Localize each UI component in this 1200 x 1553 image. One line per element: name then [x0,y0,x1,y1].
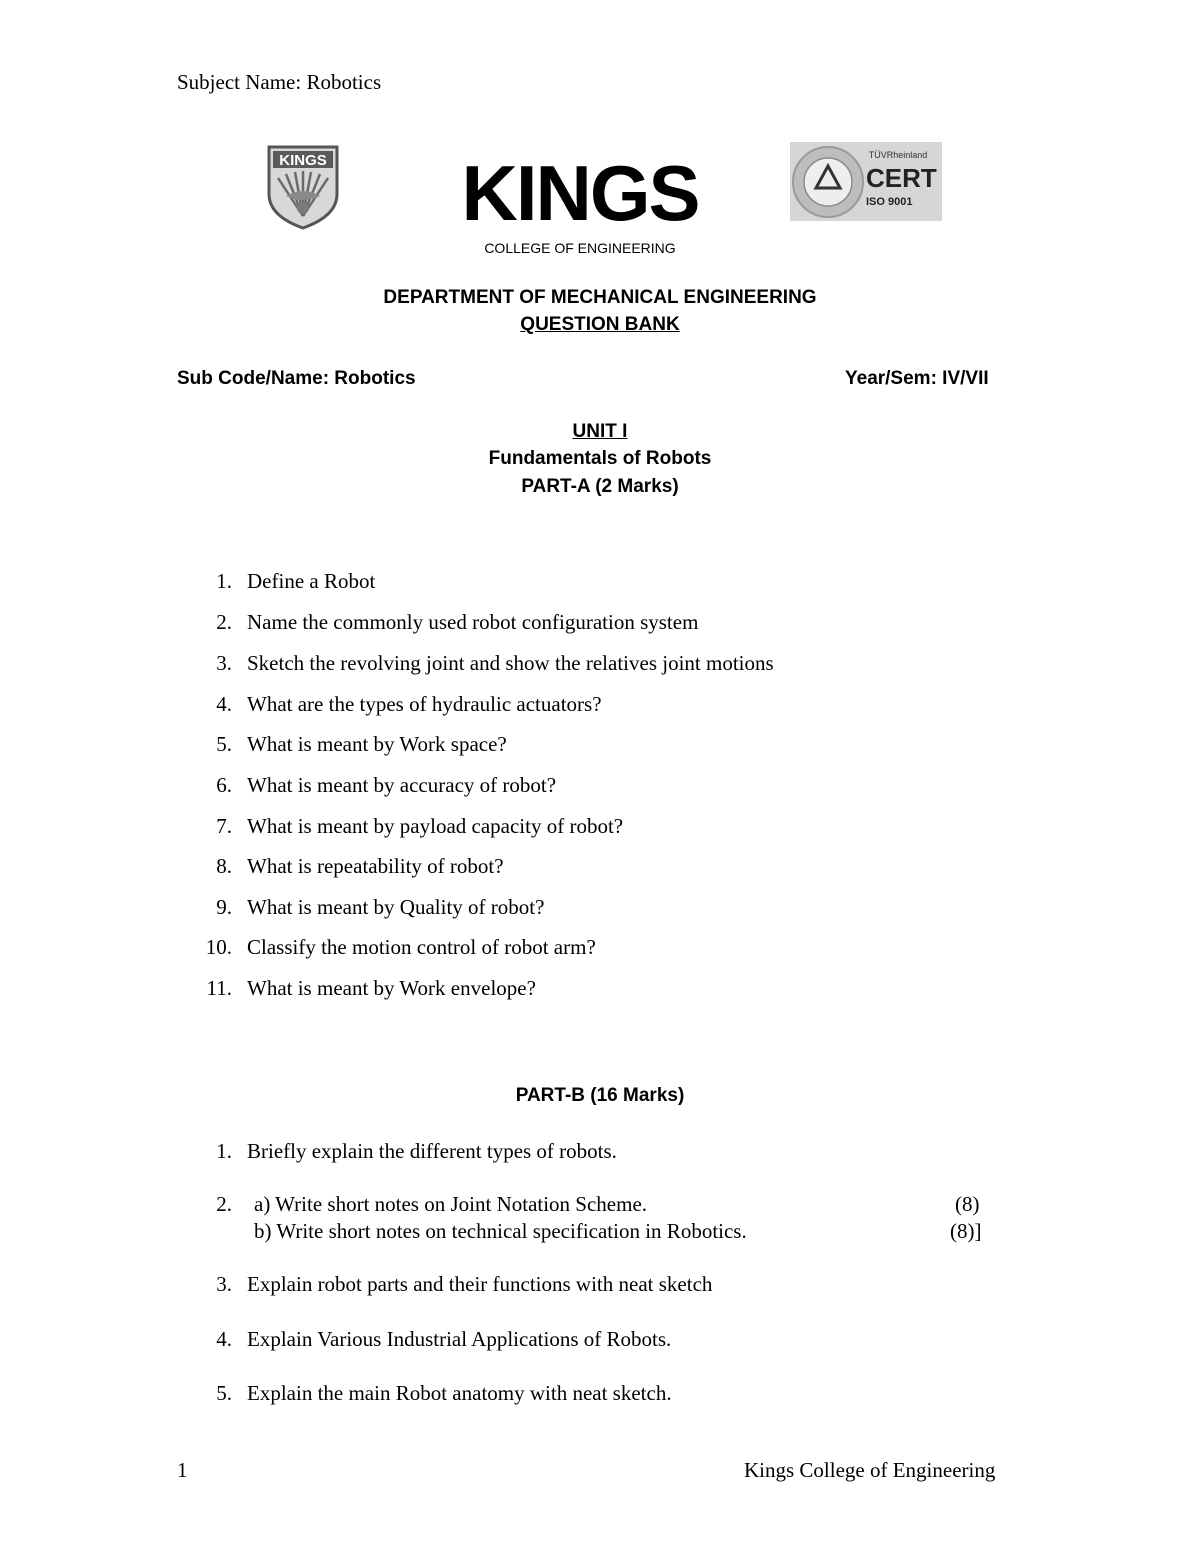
question-number: 1. [216,569,232,593]
question-number: 6. [216,773,232,797]
question-text: What is repeatability of robot? [247,854,504,878]
question-number: 3. [216,651,232,675]
question-text: Classify the motion control of robot arm? [247,935,596,959]
question-text: Briefly explain the different types of robots. [247,1139,617,1163]
sub-code-name: Sub Code/Name: Robotics [177,368,416,389]
kings-wordmark: KINGS [461,149,699,237]
question-number: 5. [216,1381,232,1405]
question-text: What are the types of hydraulic actuators? [247,692,602,716]
question-text: a) Write short notes on Joint Notation Scheme. [254,1192,648,1216]
cert-title: CERT [866,163,937,193]
question-number: 4. [216,1327,232,1351]
question-text: Explain robot parts and their functions with neat sketch [247,1272,713,1296]
part-b-heading: PART-B (16 Marks) [515,1085,685,1106]
cert-standard: ISO 9001 [866,196,913,208]
tuv-cert-badge [790,142,942,221]
marks-label: (8)] [950,1219,982,1243]
question-text: What is meant by Work space? [247,732,507,756]
question-text: Explain Various Industrial Applications of Robots. [247,1327,672,1351]
marks-label: (8) [955,1192,980,1216]
question-text: Name the commonly used robot configuration system [247,610,699,634]
question-text: Explain the main Robot anatomy with neat sketch. [247,1381,672,1405]
question-text: What is meant by Work envelope? [247,976,536,1000]
question-text: Sketch the revolving joint and show the relatives joint motions [247,651,774,675]
question-number: 1. [216,1139,232,1163]
question-bank-heading: QUESTION BANK [520,314,680,335]
unit-title: Fundamentals of Robots [488,448,712,469]
question-number: 8. [216,854,232,878]
kings-shield-logo [266,144,340,230]
unit-label: UNIT I [572,421,628,442]
question-number: 3. [216,1272,232,1296]
question-number: 9. [216,895,232,919]
page-number: 1 [177,1458,188,1482]
cert-brand: TÜVRheinland [868,150,928,160]
question-number: 2. [216,1192,232,1216]
question-number: 10. [205,935,232,959]
question-number: 2. [216,610,232,634]
subject-line: Subject Name: Robotics [177,70,382,94]
shield-text: KINGS [279,152,327,169]
question-text: Define a Robot [247,569,376,593]
question-number: 5. [216,732,232,756]
question-number: 4. [216,692,232,716]
question-text: What is meant by Quality of robot? [247,895,545,919]
question-number: 7. [216,814,232,838]
question-text: What is meant by accuracy of robot? [247,773,557,797]
department-heading: DEPARTMENT OF MECHANICAL ENGINEERING [383,287,817,308]
part-a-heading: PART-A (2 Marks) [521,476,679,497]
question-text: What is meant by payload capacity of robot? [247,814,624,838]
question-number: 11. [206,976,232,1000]
college-subtitle: COLLEGE OF ENGINEERING [484,240,676,256]
question-subtext: b) Write short notes on technical specification in Robotics. [254,1219,747,1243]
year-sem: Year/Sem: IV/VII [845,368,989,389]
footer-college: Kings College of Engineering [744,1458,996,1482]
